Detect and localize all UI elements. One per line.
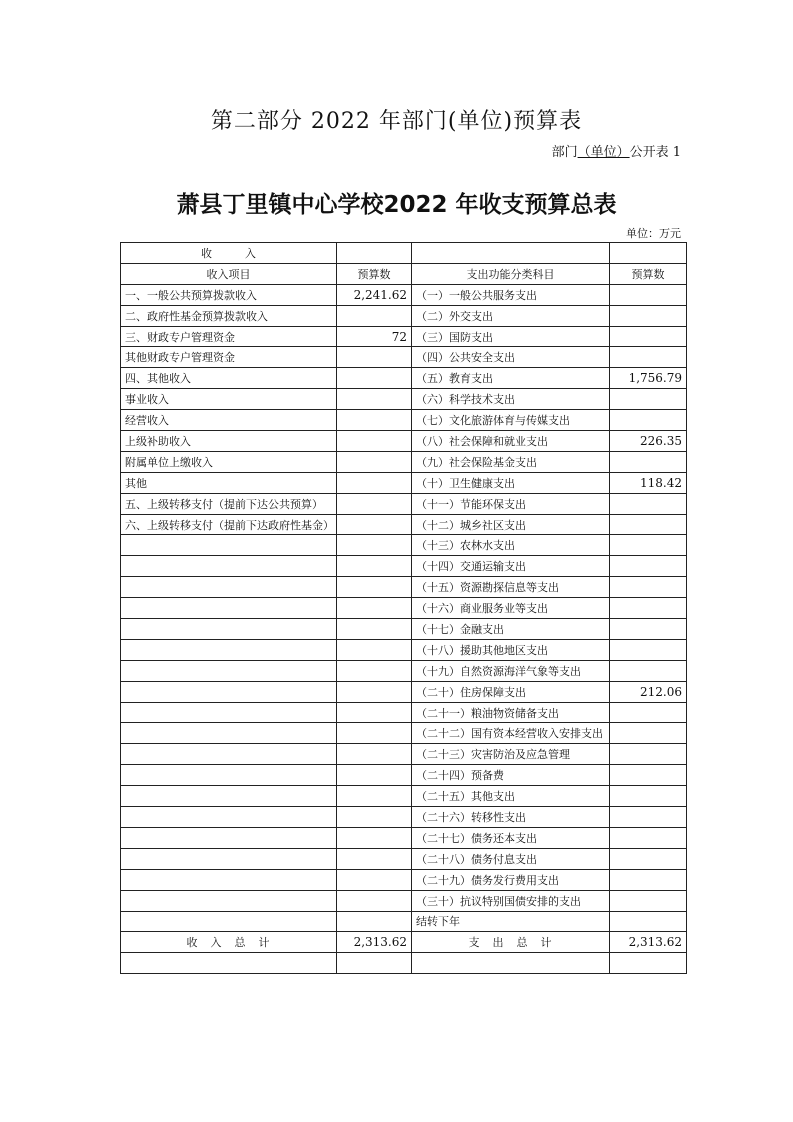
income-item-cell: 四、其他收入: [121, 368, 337, 389]
income-item-cell: [121, 869, 337, 890]
expense-budget-cell: [610, 765, 687, 786]
expense-budget-cell: [610, 786, 687, 807]
expense-item-cell: （二十二）国有资本经营收入安排支出: [412, 723, 610, 744]
col-income-item: 收入项目: [121, 263, 337, 284]
expense-budget-cell: [610, 410, 687, 431]
blank-row: [121, 953, 687, 974]
expense-budget-cell: 118.42: [610, 472, 687, 493]
table-row: [121, 660, 687, 681]
expense-item-cell: （十）卫生健康支出: [412, 472, 610, 493]
table-row: [121, 869, 687, 890]
budget-table-body: [121, 243, 687, 974]
income-budget-cell: [337, 723, 412, 744]
form-prefix: 部门: [551, 145, 578, 160]
expense-item-cell: （二十一）粮油物资储备支出: [412, 702, 610, 723]
expense-item-cell: （二）外交支出: [412, 305, 610, 326]
expense-item-cell: （二十五）其他支出: [412, 786, 610, 807]
income-item-cell: [121, 786, 337, 807]
income-budget-cell: [337, 827, 412, 848]
income-item-cell: [121, 890, 337, 911]
income-total-label: 收 入 总 计: [121, 932, 337, 953]
income-budget-cell: [337, 765, 412, 786]
expense-budget-cell: 226.35: [610, 431, 687, 452]
table-row: [121, 556, 687, 577]
expense-budget-cell: [610, 744, 687, 765]
income-item-cell: [121, 639, 337, 660]
expense-item-cell: （二十七）债务还本支出: [412, 827, 610, 848]
income-item-cell: [121, 848, 337, 869]
income-item-cell: [121, 744, 337, 765]
income-budget-cell: 2,241.62: [337, 284, 412, 305]
table-row: [121, 431, 687, 452]
income-budget-cell: [337, 556, 412, 577]
expense-item-cell: （二十）住房保障支出: [412, 681, 610, 702]
table-row: [121, 807, 687, 828]
expense-budget-cell: [610, 598, 687, 619]
income-item-cell: [121, 556, 337, 577]
expense-budget-cell: [610, 702, 687, 723]
income-item-cell: [121, 723, 337, 744]
expense-budget-cell: [610, 535, 687, 556]
empty-cell: [412, 243, 610, 264]
expense-item-cell: （十七）金融支出: [412, 619, 610, 640]
table-row: [121, 326, 687, 347]
income-budget-cell: [337, 598, 412, 619]
table-row: [121, 598, 687, 619]
income-budget-cell: [337, 389, 412, 410]
income-budget-cell: [337, 472, 412, 493]
income-item-cell: [121, 660, 337, 681]
income-budget-cell: [337, 639, 412, 660]
income-item-cell: 经营收入: [121, 410, 337, 431]
group-header-row: [121, 243, 687, 264]
expense-item-cell: （九）社会保险基金支出: [412, 451, 610, 472]
expense-budget-cell: [610, 577, 687, 598]
table-row: [121, 619, 687, 640]
table-row: [121, 765, 687, 786]
expense-budget-cell: [610, 305, 687, 326]
expense-item-cell: （二十四）预备费: [412, 765, 610, 786]
income-budget-cell: [337, 702, 412, 723]
table-row: [121, 577, 687, 598]
form-suffix: 公开表 1: [629, 145, 681, 160]
expense-budget-cell: [610, 848, 687, 869]
expense-item-cell: （二十六）转移性支出: [412, 807, 610, 828]
income-budget-cell: [337, 535, 412, 556]
empty-cell: [610, 953, 687, 974]
empty-cell: [337, 243, 412, 264]
table-row: [121, 347, 687, 368]
col-expense-item: 支出功能分类科目: [412, 263, 610, 284]
table-row: [121, 493, 687, 514]
table-row: [121, 681, 687, 702]
income-item-cell: [121, 807, 337, 828]
income-item-cell: [121, 827, 337, 848]
income-item-cell: [121, 619, 337, 640]
income-budget-cell: [337, 869, 412, 890]
column-header-row: [121, 263, 687, 284]
income-item-cell: [121, 535, 337, 556]
expense-item-cell: （三）国防支出: [412, 326, 610, 347]
income-item-cell: 附属单位上缴收入: [121, 451, 337, 472]
table-row: [121, 827, 687, 848]
income-budget-cell: [337, 493, 412, 514]
part-title: 第二部分 2022 年部门(单位)预算表: [210, 109, 583, 134]
income-item-cell: 其他: [121, 472, 337, 493]
empty-cell: [337, 953, 412, 974]
income-item-cell: [121, 681, 337, 702]
expense-item-cell: 结转下年: [412, 911, 610, 932]
table-row: [121, 702, 687, 723]
col-income-budget: 预算数: [337, 263, 412, 284]
expense-item-cell: （十六）商业服务业等支出: [412, 598, 610, 619]
income-item-cell: 一、一般公共预算拨款收入: [121, 284, 337, 305]
income-item-cell: 事业收入: [121, 389, 337, 410]
table-row: [121, 451, 687, 472]
expense-total-value: 2,313.62: [610, 932, 687, 953]
expense-budget-cell: [610, 514, 687, 535]
income-budget-cell: 72: [337, 326, 412, 347]
table-row: [121, 890, 687, 911]
expense-item-cell: （六）科学技术支出: [412, 389, 610, 410]
col-expense-budget: 预算数: [610, 263, 687, 284]
expense-budget-cell: [610, 807, 687, 828]
income-group-header: 收 入: [121, 243, 337, 264]
table-row: [121, 744, 687, 765]
expense-total-label: 支 出 总 计: [412, 932, 610, 953]
expense-item-cell: （十八）援助其他地区支出: [412, 639, 610, 660]
expense-budget-cell: [610, 493, 687, 514]
income-budget-cell: [337, 451, 412, 472]
expense-item-cell: （一）一般公共服务支出: [412, 284, 610, 305]
expense-budget-cell: [610, 451, 687, 472]
empty-cell: [610, 243, 687, 264]
expense-item-cell: （七）文化旅游体育与传媒支出: [412, 410, 610, 431]
expense-item-cell: （五）教育支出: [412, 368, 610, 389]
income-budget-cell: [337, 410, 412, 431]
income-item-cell: 上级补助收入: [121, 431, 337, 452]
income-item-cell: 三、财政专户管理资金: [121, 326, 337, 347]
table-row: [121, 514, 687, 535]
expense-item-cell: （二十九）债务发行费用支出: [412, 869, 610, 890]
income-budget-cell: [337, 807, 412, 828]
expense-item-cell: （四）公共安全支出: [412, 347, 610, 368]
expense-budget-cell: [610, 911, 687, 932]
income-budget-cell: [337, 347, 412, 368]
empty-cell: [412, 953, 610, 974]
expense-budget-cell: [610, 619, 687, 640]
unit-label: 单位：万元: [626, 227, 681, 240]
expense-budget-cell: [610, 660, 687, 681]
expense-item-cell: （十一）节能环保支出: [412, 493, 610, 514]
table-row: [121, 389, 687, 410]
income-item-cell: 五、上级转移支付（提前下达公共预算）: [121, 493, 337, 514]
table-row: [121, 723, 687, 744]
income-budget-cell: [337, 514, 412, 535]
expense-item-cell: （十二）城乡社区支出: [412, 514, 610, 535]
income-budget-cell: [337, 305, 412, 326]
income-budget-cell: [337, 890, 412, 911]
expense-item-cell: （十四）交通运输支出: [412, 556, 610, 577]
expense-item-cell: （二十八）债务付息支出: [412, 848, 610, 869]
expense-budget-cell: 1,756.79: [610, 368, 687, 389]
table-row: [121, 911, 687, 932]
income-budget-cell: [337, 786, 412, 807]
expense-budget-cell: [610, 389, 687, 410]
income-item-cell: 二、政府性基金预算拨款收入: [121, 305, 337, 326]
income-budget-cell: [337, 911, 412, 932]
table-row: [121, 472, 687, 493]
empty-cell: [121, 953, 337, 974]
expense-item-cell: （八）社会保障和就业支出: [412, 431, 610, 452]
income-item-cell: [121, 702, 337, 723]
table-row: [121, 284, 687, 305]
table-row: [121, 639, 687, 660]
income-budget-cell: [337, 744, 412, 765]
expense-budget-cell: [610, 827, 687, 848]
form-unit: （单位）: [577, 145, 630, 160]
income-budget-cell: [337, 619, 412, 640]
expense-item-cell: （十九）自然资源海洋气象等支出: [412, 660, 610, 681]
income-budget-cell: [337, 368, 412, 389]
budget-table: [120, 242, 687, 974]
income-budget-cell: [337, 431, 412, 452]
income-budget-cell: [337, 577, 412, 598]
table-row: [121, 848, 687, 869]
expense-budget-cell: 212.06: [610, 681, 687, 702]
expense-item-cell: （二十三）灾害防治及应急管理: [412, 744, 610, 765]
income-total-value: 2,313.62: [337, 932, 412, 953]
income-budget-cell: [337, 681, 412, 702]
income-item-cell: [121, 577, 337, 598]
income-budget-cell: [337, 848, 412, 869]
table-row: [121, 535, 687, 556]
expense-budget-cell: [610, 556, 687, 577]
expense-item-cell: （三十）抗议特别国债安排的支出: [412, 890, 610, 911]
income-budget-cell: [337, 660, 412, 681]
expense-item-cell: （十三）农林水支出: [412, 535, 610, 556]
income-item-cell: 其他财政专户管理资金: [121, 347, 337, 368]
table-row: [121, 410, 687, 431]
income-item-cell: [121, 911, 337, 932]
expense-budget-cell: [610, 890, 687, 911]
expense-budget-cell: [610, 284, 687, 305]
form-number: [552, 141, 681, 160]
expense-budget-cell: [610, 723, 687, 744]
table-row: [121, 305, 687, 326]
total-row: [121, 932, 687, 953]
expense-budget-cell: [610, 639, 687, 660]
income-item-cell: [121, 765, 337, 786]
expense-item-cell: （十五）资源勘探信息等支出: [412, 577, 610, 598]
expense-budget-cell: [610, 347, 687, 368]
income-item-cell: 六、上级转移支付（提前下达政府性基金）: [121, 514, 337, 535]
table-row: [121, 368, 687, 389]
expense-budget-cell: [610, 869, 687, 890]
table-title: 萧县丁里镇中心学校2022 年收支预算总表: [176, 192, 617, 218]
table-row: [121, 786, 687, 807]
expense-budget-cell: [610, 326, 687, 347]
income-item-cell: [121, 598, 337, 619]
